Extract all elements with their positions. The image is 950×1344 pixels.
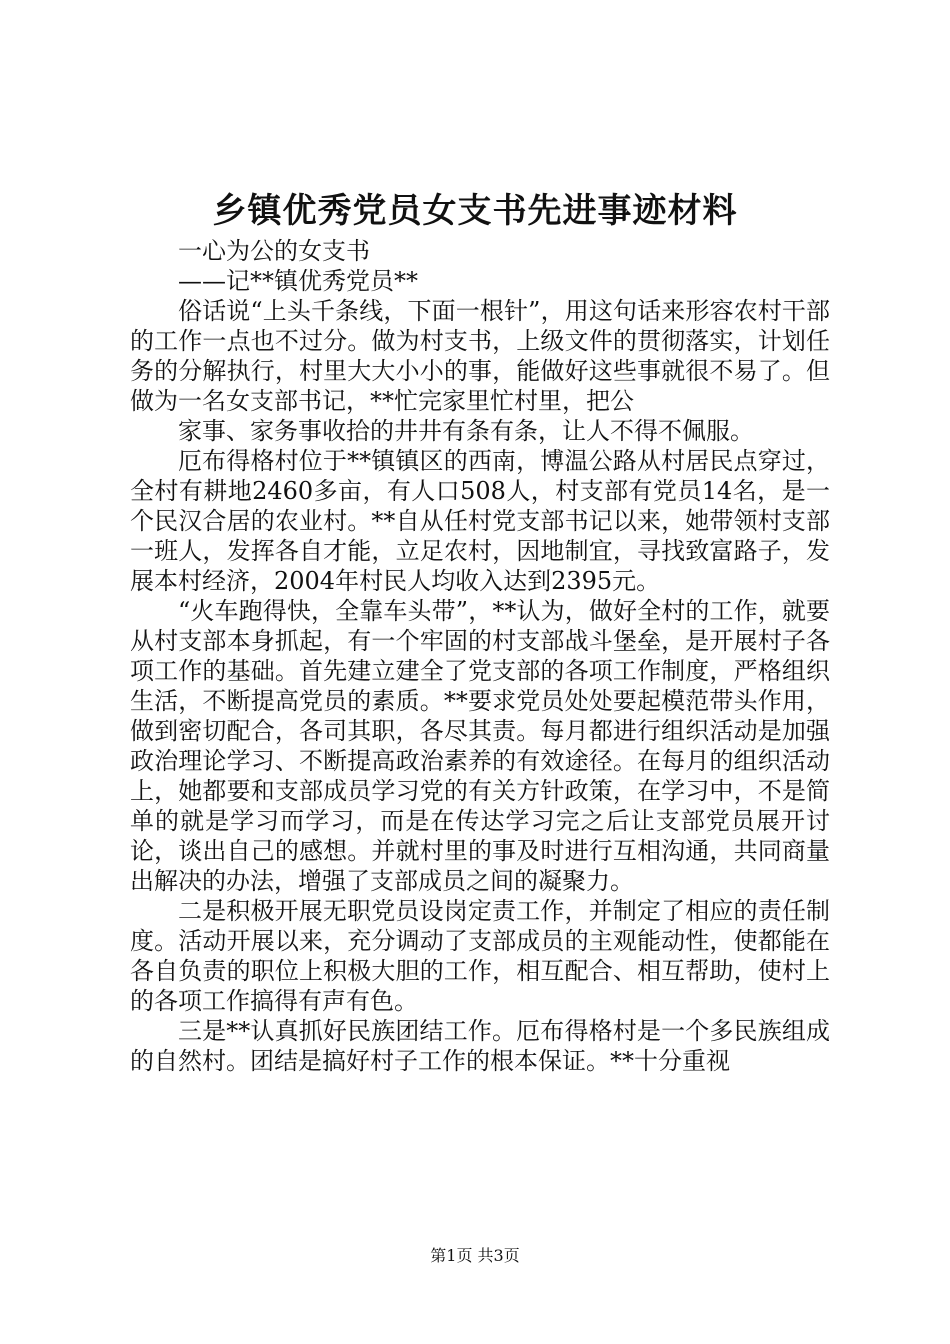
paragraph: 三是**认真抓好民族团结工作。厄布得格村是一个多民族组成的自然村。团结是搞好村子工作的根本保证。**十分重视: [130, 1017, 830, 1075]
byline: ——记**镇优秀党员**: [178, 267, 418, 295]
paragraph: 家事、家务事收拾的井井有条有条，让人不得不佩服。: [178, 417, 754, 445]
subtitle-line: 一心为公的女支书: [178, 237, 370, 265]
document-body: [130, 236, 830, 1076]
paragraph: 二是积极开展无职党员设岗定责工作，并制定了相应的责任制度。活动开展以来，充分调动了支部成员的主观能动性，使都能在各自负责的职位上积极大胆的工作，相互配合、相互帮助，使村上的各项工作搞得有声有色。: [130, 897, 830, 1015]
paragraph: “火车跑得快，全靠车头带”，**认为，做好全村的工作，就要从村支部本身抓起，有一个牢固的村支部战斗堡垒，是开展村子各项工作的基础。首先建立建全了党支部的各项工作制度，严格组织生活，不断提高党员的素质。**要求党员处处要起模范带头作用，做到密切配合，各司其职，各尽其责。每月都进行组织活动是加强政治理论学习、不断提高政治素养的有效途径。在每月的组织活动上，她都要和支部成员学习党的有关方针政策，在学习中，不是简单的就是学习而学习，而是在传达学习完之后让支部党员展开讨论，谈出自己的感想。并就村里的事及时进行互相沟通，共同商量出解决的办法，增强了支部成员之间的凝聚力。: [130, 597, 830, 895]
page-footer: 第1页 共3页: [430, 1246, 520, 1265]
document-title: 乡镇优秀党员女支书先进事迹材料: [212, 191, 738, 231]
paragraph: 俗话说“上头千条线，下面一根针”，用这句话来形容农村干部的工作一点也不过分。做为村支书，上级文件的贯彻落实，计划任务的分解执行，村里大大小小的事，能做好这些事就很不易了。但做为一名女支部书记，**忙完家里忙村里，把公: [130, 297, 830, 415]
paragraph: 厄布得格村位于**镇镇区的西南，博温公路从村居民点穿过，全村有耕地2460多亩，有人口508人，村支部有党员14名，是一个民汉合居的农业村。**自从任村党支部书记以来，她带领村支部一班人，发挥各自才能，立足农村，因地制宜，寻找致富路子，发展本村经济，2004年村民人均收入达到2395元。: [130, 447, 830, 595]
